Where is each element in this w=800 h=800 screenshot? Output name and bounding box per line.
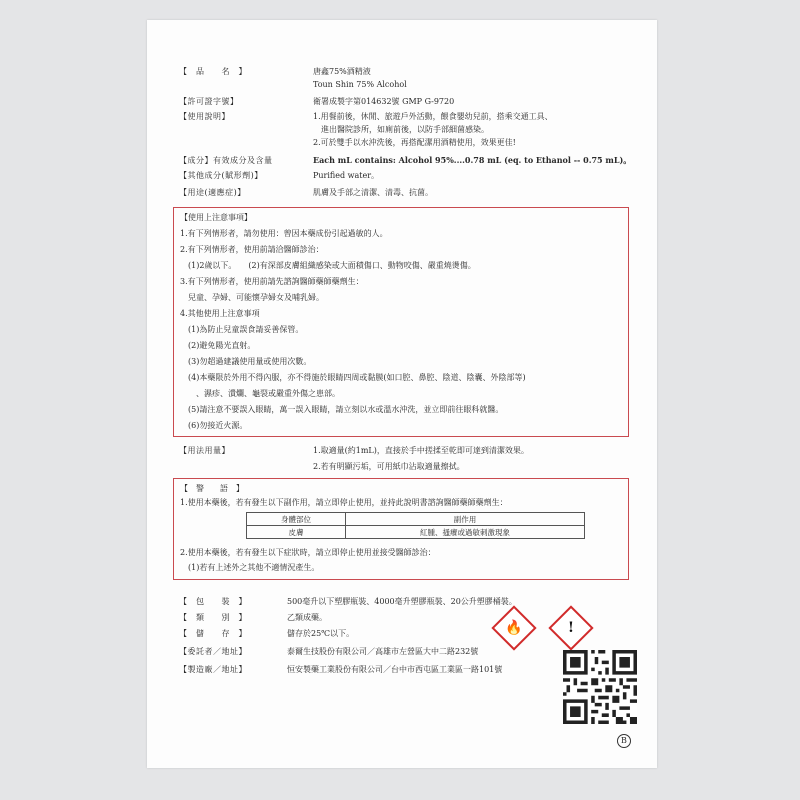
table-cell-side-effect: 紅腫、搔癢或過敏刺激現象 [346, 526, 585, 539]
category-value: 乙類成藥。 [287, 613, 327, 622]
label-commissioner: 【委託者／地址】 [179, 647, 247, 656]
exclamation-icon: ! [548, 605, 593, 650]
directions-line: 2.可於雙手以水沖洗後，再搭配潔用酒精使用，效果更佳! [313, 138, 516, 147]
label-excipients: 【其他成分(賦形劑)】 [179, 171, 263, 180]
label-usage: 【用法用量】 [179, 446, 230, 455]
precaution-line: 兒童、孕婦、可能懷孕婦女及哺乳婦。 [180, 293, 324, 302]
precaution-line: (1)為防止兒童誤食請妥善保管。 [180, 325, 304, 334]
label-license: 【許可證字號】 [179, 97, 239, 106]
usage-line: 2.若有明顯污垢，可用紙巾沾取適量擦拭。 [313, 462, 465, 471]
storage-value: 儲存於25℃以下。 [287, 629, 355, 638]
usage-line: 1.取適量(約1mL)，直接於手中搓揉至乾即可達到清潔效果。 [313, 446, 529, 455]
side-effect-table [246, 512, 585, 539]
label-product-name: 【 品 名 】 [179, 67, 247, 76]
badge-mark: B [617, 734, 631, 748]
precaution-line: (2)避免陽光直射。 [180, 341, 256, 350]
warning-line: 2.使用本藥後，若有發生以下症狀時，請立即停止使用並接受醫師診治： [180, 548, 436, 557]
label-directions: 【使用說明】 [179, 112, 230, 121]
precaution-line: 3.有下列情形者，使用前請先諮詢醫師藥師藥劑生： [180, 277, 364, 286]
directions-line: 進出醫院診所，如廁前後，以防手部細菌感染。 [313, 125, 489, 134]
excipients-value: Purified water。 [313, 171, 380, 180]
precaution-line: 、濕疹、潰爛、龜裂或嚴重外傷之患部。 [180, 389, 340, 398]
manufacturer-value: 恒安製藥工業股份有限公司／台中市西屯區工業區一路101號 [287, 665, 503, 674]
precaution-line: 1.有下列情形者，請勿使用：曾因本藥成份引起過敏的人。 [180, 229, 388, 238]
label-manufacturer: 【製造廠／地址】 [179, 665, 247, 674]
precaution-line: (3)勿超過建議使用量或使用次數。 [180, 357, 312, 366]
label-category: 【 類 別 】 [179, 613, 247, 622]
warning-line: 1.使用本藥後，若有發生以下副作用，請立即停止使用，並持此說明書諮詢醫師藥師藥劑生： [180, 498, 508, 507]
label-indications: 【用途(適應症)】 [179, 188, 246, 197]
packaging-value: 500毫升以下塑膠瓶裝、4000毫升塑膠瓶裝、20公升塑膠桶裝。 [287, 597, 517, 606]
ingredients-value: Each mL contains: Alcohol 95%....0.78 mL (eq. to Ethanol -- 0.75 mL)。 [313, 155, 632, 165]
precaution-line: 4.其他使用上注意事項 [180, 309, 260, 318]
precaution-line: 2.有下列情形者，使用前請洽醫師診治： [180, 245, 324, 254]
precaution-line: (4)本藥限於外用不得內服，亦不得施於眼睛四周或黏膜(如口腔、鼻腔、陰道、陰囊、外陰部等) [180, 373, 526, 382]
label-packaging: 【 包 裝 】 [179, 597, 247, 606]
label-ingredients: 【成分】有效成分及含量 [179, 156, 273, 165]
table-header-body-part: 身體部位 [247, 513, 346, 526]
precautions-box [173, 207, 629, 437]
directions-line: 1.用餐前後，休閒、旅遊戶外活動，餵食嬰幼兒前，搭乘交通工具、 [313, 112, 553, 121]
qr-code-icon [563, 650, 637, 724]
precaution-line: (6)勿接近火源。 [180, 421, 248, 430]
table-cell-body-part: 皮膚 [247, 526, 346, 539]
commissioner-value: 泰爾生技股份有限公司／高雄市左營區大中二路232號 [287, 647, 479, 656]
label-storage: 【 儲 存 】 [179, 629, 247, 638]
license-number: 衛署成製字第014632號 GMP G-9720 [313, 97, 455, 106]
warning-line: (1)若有上述外之其他不適情況產生。 [180, 563, 320, 572]
indications-value: 肌膚及手部之清潔、清毒、抗菌。 [313, 188, 433, 197]
product-name-zh: 唐鑫75%酒精液 [313, 67, 371, 76]
flame-icon: 🔥 [491, 605, 536, 650]
leaflet-page [147, 20, 657, 768]
precaution-line: (1)2歲以下。 (2)有深部皮膚組織感染或大面積傷口、動物咬傷、嚴重燒燙傷。 [180, 261, 476, 270]
warning-box [173, 478, 629, 580]
warning-title: 【 警 語 】 [180, 484, 244, 493]
table-header-side-effect: 副作用 [346, 513, 585, 526]
product-name-en: Toun Shin 75% Alcohol [313, 80, 407, 89]
precaution-line: (5)請注意不要誤入眼睛，萬一誤入眼睛，請立刻以水或溫水沖洗，並立即前往眼科就醫。 [180, 405, 504, 414]
precautions-title: 【使用上注意事項】 [180, 213, 252, 222]
